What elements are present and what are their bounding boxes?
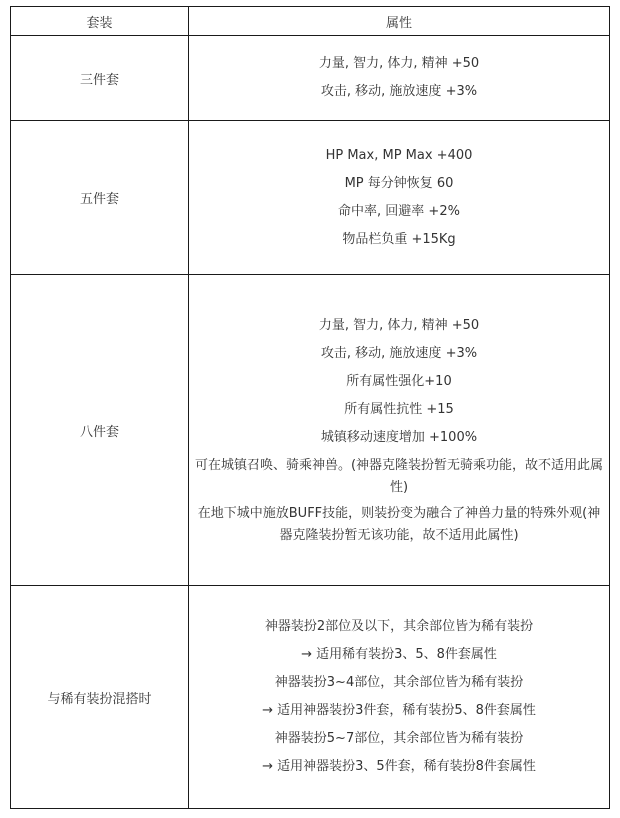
header-attributes: 属性 xyxy=(189,7,610,36)
attribute-line: 城镇移动速度增加 +100% xyxy=(320,430,478,445)
attribute-line: 所有属性抗性 +15 xyxy=(344,402,454,417)
attribute-line: 命中率, 回避率 +2% xyxy=(338,203,460,219)
table-header-row xyxy=(11,7,610,36)
attribute-line: MP 每分钟恢复 60 xyxy=(344,175,454,191)
attribute-line: → 适用稀有装扮3、5、8件套属性 xyxy=(301,647,497,662)
attribute-line: 攻击, 移动, 施放速度 +3% xyxy=(320,346,478,361)
attribute-line: 神器装扮5~7部位，其余部位皆为稀有装扮 xyxy=(274,731,524,746)
header-set: 套装 xyxy=(11,7,189,36)
set-attributes xyxy=(189,586,610,809)
set-attributes xyxy=(189,275,610,586)
set-name: 三件套 xyxy=(11,36,189,121)
set-bonus-table xyxy=(10,6,610,809)
attribute-line: 在地下城中施放BUFF技能，则装扮变为融合了神兽力量的特殊外观(神器克隆装扮暂无该功能，故不适用此属性) xyxy=(197,506,601,543)
attribute-line: 所有属性强化+10 xyxy=(346,374,452,389)
set-attributes xyxy=(189,36,610,121)
set-attributes xyxy=(189,121,610,275)
table-row xyxy=(11,121,610,275)
attribute-line: 力量, 智力, 体力, 精神 +50 xyxy=(318,56,480,71)
attribute-line: 力量, 智力, 体力, 精神 +50 xyxy=(318,318,480,333)
table-row xyxy=(11,275,610,586)
set-name: 八件套 xyxy=(11,275,189,586)
attribute-line: → 适用神器装扮3件套，稀有装扮5、8件套属性 xyxy=(262,703,536,718)
attribute-line: 神器装扮2部位及以下，其余部位皆为稀有装扮 xyxy=(264,619,534,634)
attribute-line: 物品栏负重 +15Kg xyxy=(342,231,456,247)
set-name: 五件套 xyxy=(11,121,189,275)
table-row xyxy=(11,586,610,809)
attribute-line: 攻击, 移动, 施放速度 +3% xyxy=(320,84,478,99)
attribute-line: 神器装扮3~4部位，其余部位皆为稀有装扮 xyxy=(274,675,524,690)
table-row xyxy=(11,36,610,121)
attribute-line: 可在城镇召唤、骑乘神兽。(神器克隆装扮暂无骑乘功能，故不适用此属性) xyxy=(194,458,604,495)
attribute-line: → 适用神器装扮3、5件套，稀有装扮8件套属性 xyxy=(262,759,536,774)
attribute-line: HP Max, MP Max +400 xyxy=(325,147,473,163)
set-name: 与稀有装扮混搭时 xyxy=(11,586,189,809)
